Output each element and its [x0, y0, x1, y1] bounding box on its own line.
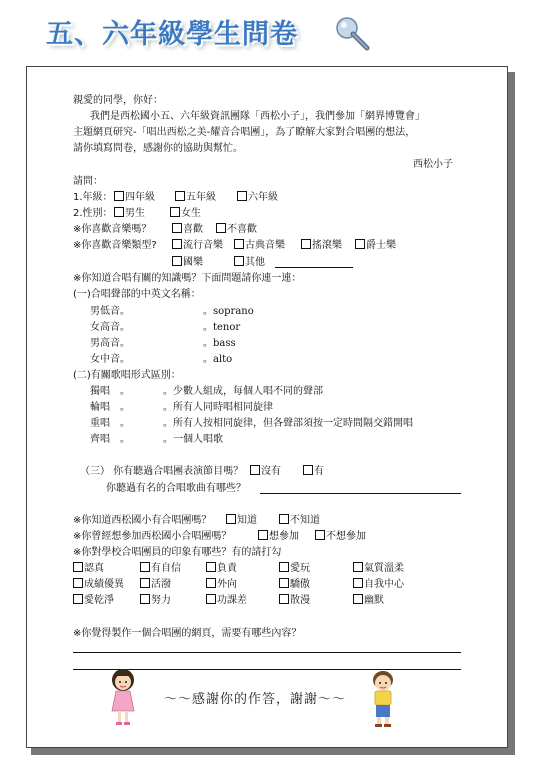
voice-right-4: 。alto — [203, 354, 233, 365]
voice-left-4: 女中音。 — [90, 354, 130, 365]
form-left-3: 重唱 。 — [90, 418, 130, 429]
checkbox[interactable] — [140, 562, 150, 572]
thank-you-message: ～～感謝你的作答，謝謝～～ — [164, 692, 347, 707]
like-music-label: ※你喜歡音樂嗎？ — [73, 224, 152, 235]
join-choir-label: ※你曾經想參加西松國小合唱團嗎？ — [73, 531, 232, 542]
impression-option-14[interactable]: 散漫 — [279, 594, 310, 607]
checkbox[interactable] — [73, 562, 83, 572]
checkbox[interactable] — [216, 223, 226, 233]
impression-option-7[interactable]: 活潑 — [140, 578, 171, 591]
checkbox[interactable] — [237, 191, 247, 201]
checkbox[interactable] — [226, 514, 236, 524]
impression-option-5[interactable]: 氣質溫柔 — [353, 562, 404, 575]
famous-songs-answer-line[interactable] — [260, 493, 461, 494]
checkbox[interactable] — [175, 191, 185, 201]
gender-label: 2.性別： — [73, 208, 113, 219]
page-title: 五、六年級學生問卷 — [46, 19, 298, 50]
section-2-title: (二)有關歌唱形式區別： — [73, 370, 181, 381]
checkbox[interactable] — [279, 562, 289, 572]
checkbox[interactable] — [258, 530, 268, 540]
checkbox[interactable] — [114, 191, 124, 201]
impression-option-11[interactable]: 愛乾淨 — [73, 594, 114, 607]
impression-option-10[interactable]: 自我中心 — [353, 578, 404, 591]
type-option-classical[interactable]: 古典音樂 — [234, 239, 285, 252]
voice-right-2: 。tenor — [203, 322, 241, 333]
checkbox[interactable] — [250, 465, 260, 475]
impression-option-8[interactable]: 外向 — [206, 578, 237, 591]
checkbox[interactable] — [279, 514, 289, 524]
checkbox[interactable] — [234, 239, 244, 249]
join-option-yes[interactable]: 想參加 — [258, 530, 299, 543]
form-right-1: 。少數人組成，每個人唱不同的聲部 — [163, 386, 323, 397]
voice-right-3: 。bass — [203, 338, 236, 349]
heard-option-no[interactable]: 沒有 — [250, 465, 281, 478]
letter-line-2: 主題網頁研究-「唱出西松之美-耀音合唱團」，為了瞭解大家對合唱團的想法， — [73, 127, 416, 138]
checkbox[interactable] — [206, 594, 216, 604]
form-right-4: 。一個人唱歌 — [163, 434, 223, 445]
checkbox[interactable] — [140, 594, 150, 604]
checkbox[interactable] — [353, 594, 363, 604]
type-option-chinese[interactable]: 國樂 — [172, 256, 203, 269]
checkbox[interactable] — [73, 578, 83, 588]
webpage-answer-line-1[interactable] — [73, 652, 461, 653]
checkbox[interactable] — [206, 578, 216, 588]
impression-label: ※你對學校合唱團員的印象有哪些？有的請打勾 — [73, 547, 282, 558]
grade-option-5[interactable]: 五年級 — [175, 191, 216, 204]
form-left-1: 獨唱 。 — [90, 386, 130, 397]
gender-option-female[interactable]: 女生 — [170, 207, 201, 220]
section-1-title: (一)合唱聲部的中英文名稱： — [73, 289, 201, 300]
letter-line-3: 請你填寫問卷，感謝你的協助與幫忙。 — [73, 143, 243, 154]
checkbox[interactable] — [303, 465, 313, 475]
signature: 西松小子 — [413, 159, 453, 170]
letter-line-1: 我們是西松國小五、六年級資訊團隊「西松小子」，我們參加「網界博覽會」 — [90, 111, 425, 122]
checkbox[interactable] — [140, 578, 150, 588]
type-option-pop[interactable]: 流行音樂 — [172, 239, 223, 252]
checkbox[interactable] — [279, 594, 289, 604]
checkbox[interactable] — [353, 578, 363, 588]
grade-option-4[interactable]: 四年級 — [114, 191, 155, 204]
ask-label: 請問： — [73, 176, 103, 187]
form-right-3: 。所有人按相同旋律，但各聲部須按一定時間隔交錯開唱 — [163, 418, 413, 429]
impression-option-12[interactable]: 努力 — [140, 594, 171, 607]
checkbox[interactable] — [73, 594, 83, 604]
heard-option-yes[interactable]: 有 — [303, 465, 324, 478]
voice-right-1: 。soprano — [203, 306, 254, 317]
form-right-2: 。所有人同時唱相同旋律 — [163, 402, 273, 413]
girl-illustration — [104, 667, 142, 729]
impression-option-1[interactable]: 認真 — [73, 562, 104, 575]
checkbox[interactable] — [279, 578, 289, 588]
checkbox[interactable] — [172, 239, 182, 249]
impression-option-4[interactable]: 愛玩 — [279, 562, 310, 575]
voice-left-1: 男低音。 — [90, 306, 130, 317]
type-option-rock[interactable]: 搖滾樂 — [301, 239, 342, 252]
checkbox[interactable] — [301, 239, 311, 249]
school-option-know[interactable]: 知道 — [226, 514, 257, 527]
voice-left-2: 女高音。 — [90, 322, 130, 333]
checkbox[interactable] — [234, 256, 244, 266]
gender-option-male[interactable]: 男生 — [114, 207, 145, 220]
form-left-4: 齊唱 。 — [90, 434, 130, 445]
webpage-content-label: ※你覺得製作一個合唱團的網頁，需要有哪些內容？ — [73, 628, 302, 639]
impression-option-9[interactable]: 驕傲 — [279, 578, 310, 591]
other-answer-line[interactable] — [275, 267, 353, 268]
heard-choir-label: （三） 你有聽過合唱團表演節目嗎？ — [80, 466, 244, 477]
famous-songs-label: 你聽過有名的合唱歌曲有哪些？ — [106, 483, 246, 494]
knowledge-label: ※你知道合唱有關的知識嗎？下面問題請你連一連： — [73, 273, 302, 284]
checkbox[interactable] — [172, 223, 182, 233]
type-option-other[interactable]: 其他 — [234, 256, 265, 269]
grade-label: 1.年級： — [73, 192, 113, 203]
checkbox[interactable] — [170, 207, 180, 217]
checkbox[interactable] — [206, 562, 216, 572]
checkbox[interactable] — [172, 256, 182, 266]
impression-option-6[interactable]: 成績優異 — [73, 578, 124, 591]
music-type-label: ※你喜歡音樂類型? — [73, 240, 157, 251]
know-school-choir-label: ※你知道西松國小有合唱團嗎？ — [73, 515, 212, 526]
boy-illustration — [365, 669, 401, 729]
impression-option-3[interactable]: 負責 — [206, 562, 237, 575]
checkbox[interactable] — [114, 207, 124, 217]
impression-option-15[interactable]: 幽默 — [353, 594, 384, 607]
checkbox[interactable] — [353, 562, 363, 572]
like-option-yes[interactable]: 喜歡 — [172, 223, 203, 236]
type-option-jazz[interactable]: 爵士樂 — [355, 239, 396, 252]
school-option-dont-know[interactable]: 不知道 — [279, 514, 320, 527]
checkbox[interactable] — [315, 530, 325, 540]
checkbox[interactable] — [355, 239, 365, 249]
microphone-icon — [333, 14, 373, 54]
greeting: 親愛的同學，你好： — [73, 95, 163, 106]
join-option-no[interactable]: 不想參加 — [315, 530, 366, 543]
voice-left-3: 男高音。 — [90, 338, 130, 349]
grade-option-6[interactable]: 六年級 — [237, 191, 278, 204]
like-option-no[interactable]: 不喜歡 — [216, 223, 257, 236]
impression-option-13[interactable]: 功課差 — [206, 594, 247, 607]
form-left-2: 輪唱 。 — [90, 402, 130, 413]
impression-option-2[interactable]: 有自信 — [140, 562, 181, 575]
